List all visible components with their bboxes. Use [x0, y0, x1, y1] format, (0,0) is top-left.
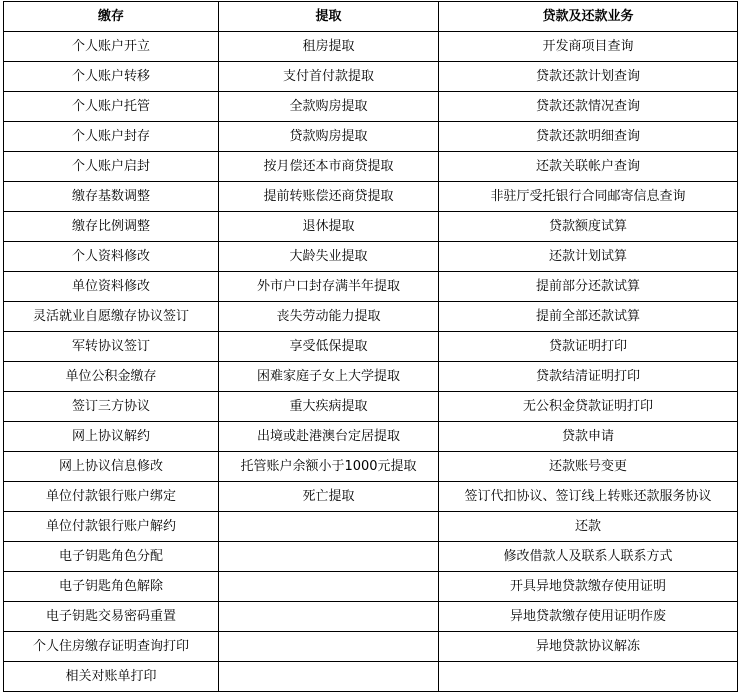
- loan-cell: 贷款额度试算: [439, 212, 738, 242]
- header-withdrawal: 提取: [219, 2, 439, 32]
- loan-cell: 提前部分还款试算: [439, 272, 738, 302]
- withdrawal-cell: 贷款购房提取: [219, 122, 439, 152]
- header-deposit: 缴存: [4, 2, 219, 32]
- deposit-cell: 缴存基数调整: [4, 182, 219, 212]
- withdrawal-cell: [219, 662, 439, 692]
- loan-cell: 贷款证明打印: [439, 332, 738, 362]
- deposit-cell: 个人账户转移: [4, 62, 219, 92]
- withdrawal-cell: [219, 572, 439, 602]
- withdrawal-cell: 死亡提取: [219, 482, 439, 512]
- loan-cell: 开发商项目查询: [439, 32, 738, 62]
- deposit-cell: 单位资料修改: [4, 272, 219, 302]
- withdrawal-cell: 退休提取: [219, 212, 439, 242]
- deposit-cell: 相关对账单打印: [4, 662, 219, 692]
- table-row: [4, 242, 738, 272]
- deposit-cell: 个人账户封存: [4, 122, 219, 152]
- withdrawal-cell: 租房提取: [219, 32, 439, 62]
- deposit-cell: 个人账户开立: [4, 32, 219, 62]
- table-row: [4, 482, 738, 512]
- withdrawal-cell: 困难家庭子女上大学提取: [219, 362, 439, 392]
- table-row: [4, 422, 738, 452]
- withdrawal-cell: [219, 632, 439, 662]
- table-header: [4, 2, 738, 32]
- deposit-cell: 签订三方协议: [4, 392, 219, 422]
- table-row: [4, 542, 738, 572]
- withdrawal-cell: 支付首付款提取: [219, 62, 439, 92]
- withdrawal-cell: 丧失劳动能力提取: [219, 302, 439, 332]
- loan-cell: 修改借款人及联系人联系方式: [439, 542, 738, 572]
- loan-cell: 还款关联帐户查询: [439, 152, 738, 182]
- loan-cell: 还款账号变更: [439, 452, 738, 482]
- loan-cell: 还款计划试算: [439, 242, 738, 272]
- deposit-cell: 单位付款银行账户绑定: [4, 482, 219, 512]
- loan-cell: [439, 662, 738, 692]
- table-row: [4, 32, 738, 62]
- withdrawal-cell: 全款购房提取: [219, 92, 439, 122]
- deposit-cell: 单位公积金缴存: [4, 362, 219, 392]
- table-row: [4, 602, 738, 632]
- withdrawal-cell: [219, 602, 439, 632]
- withdrawal-cell: 出境或赴港澳台定居提取: [219, 422, 439, 452]
- table-row: [4, 122, 738, 152]
- table-row: [4, 212, 738, 242]
- table-row: [4, 632, 738, 662]
- table-row: [4, 92, 738, 122]
- withdrawal-cell: [219, 512, 439, 542]
- table-row: [4, 182, 738, 212]
- deposit-cell: 灵活就业自愿缴存协议签订: [4, 302, 219, 332]
- deposit-cell: 单位付款银行账户解约: [4, 512, 219, 542]
- deposit-cell: 个人账户托管: [4, 92, 219, 122]
- loan-cell: 非驻厅受托银行合同邮寄信息查询: [439, 182, 738, 212]
- table-row: [4, 362, 738, 392]
- table-row: [4, 452, 738, 482]
- loan-cell: 贷款还款情况查询: [439, 92, 738, 122]
- withdrawal-cell: 大龄失业提取: [219, 242, 439, 272]
- withdrawal-cell: 托管账户余额小于1000元提取: [219, 452, 439, 482]
- deposit-cell: 军转协议签订: [4, 332, 219, 362]
- table-row: [4, 332, 738, 362]
- business-table: [3, 1, 738, 692]
- withdrawal-cell: 提前转账偿还商贷提取: [219, 182, 439, 212]
- loan-cell: 提前全部还款试算: [439, 302, 738, 332]
- withdrawal-cell: 享受低保提取: [219, 332, 439, 362]
- loan-cell: 签订代扣协议、签订线上转账还款服务协议: [439, 482, 738, 512]
- loan-cell: 贷款还款计划查询: [439, 62, 738, 92]
- withdrawal-cell: 外市户口封存满半年提取: [219, 272, 439, 302]
- deposit-cell: 个人住房缴存证明查询打印: [4, 632, 219, 662]
- table-body: [4, 32, 738, 692]
- loan-cell: 贷款还款明细查询: [439, 122, 738, 152]
- deposit-cell: 个人账户启封: [4, 152, 219, 182]
- loan-cell: 无公积金贷款证明打印: [439, 392, 738, 422]
- deposit-cell: 网上协议信息修改: [4, 452, 219, 482]
- table-row: [4, 392, 738, 422]
- loan-cell: 贷款结清证明打印: [439, 362, 738, 392]
- table-row: [4, 662, 738, 692]
- loan-cell: 异地贷款缴存使用证明作废: [439, 602, 738, 632]
- table-row: [4, 62, 738, 92]
- deposit-cell: 网上协议解约: [4, 422, 219, 452]
- deposit-cell: 缴存比例调整: [4, 212, 219, 242]
- deposit-cell: 个人资料修改: [4, 242, 219, 272]
- loan-cell: 还款: [439, 512, 738, 542]
- loan-cell: 开具异地贷款缴存使用证明: [439, 572, 738, 602]
- table-row: [4, 572, 738, 602]
- withdrawal-cell: 重大疾病提取: [219, 392, 439, 422]
- deposit-cell: 电子钥匙角色分配: [4, 542, 219, 572]
- deposit-cell: 电子钥匙交易密码重置: [4, 602, 219, 632]
- loan-cell: 贷款申请: [439, 422, 738, 452]
- loan-cell: 异地贷款协议解冻: [439, 632, 738, 662]
- withdrawal-cell: [219, 542, 439, 572]
- withdrawal-cell: 按月偿还本市商贷提取: [219, 152, 439, 182]
- deposit-cell: 电子钥匙角色解除: [4, 572, 219, 602]
- table-row: [4, 152, 738, 182]
- table-row: [4, 272, 738, 302]
- header-loan-repayment: 贷款及还款业务: [439, 2, 738, 32]
- table-row: [4, 512, 738, 542]
- table-row: [4, 302, 738, 332]
- header-row: [4, 2, 738, 32]
